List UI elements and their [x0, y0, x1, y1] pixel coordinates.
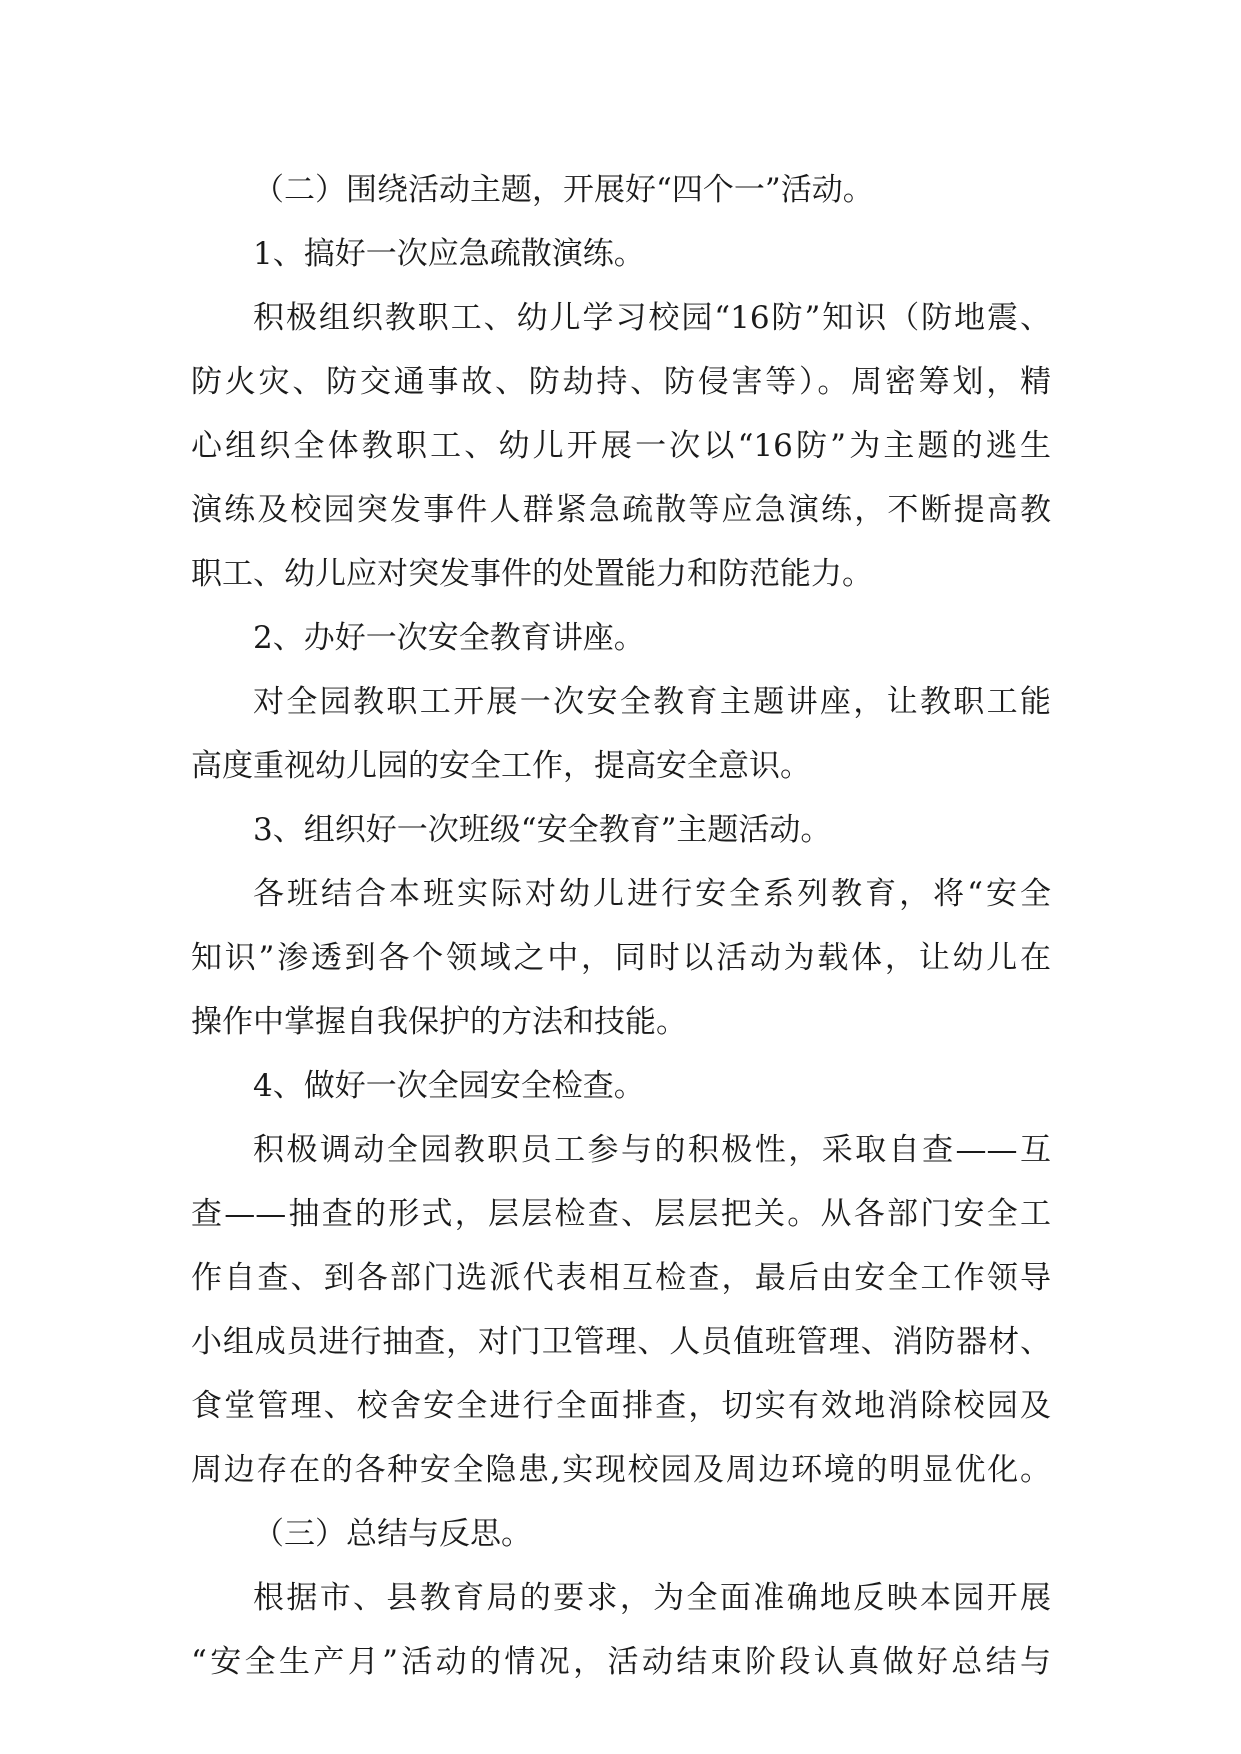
paragraph-line: 周边存在的各种安全隐患,实现校园及周边环境的明显优化。 [191, 1452, 1051, 1488]
item-4-heading: 4、做好一次全园安全检查。 [253, 1068, 645, 1104]
heading-section-2: （二）围绕活动主题，开展好“四个一”活动。 [253, 172, 874, 208]
paragraph-line: 职工、幼儿应对突发事件的处置能力和防范能力。 [191, 556, 873, 592]
paragraph-line: 积极调动全园教职员工参与的积极性，采取自查——互 [253, 1132, 1051, 1168]
paragraph-line: 演练及校园突发事件人群紧急疏散等应急演练，不断提高教 [191, 492, 1051, 528]
paragraph-line: 根据市、县教育局的要求，为全面准确地反映本园开展 [253, 1580, 1051, 1616]
paragraph-line: 防火灾、防交通事故、防劫持、防侵害等）。周密筹划，精 [191, 364, 1051, 400]
paragraph-line: 知识”渗透到各个领域之中，同时以活动为载体，让幼儿在 [191, 940, 1051, 976]
heading-section-3: （三）总结与反思。 [253, 1516, 532, 1552]
item-3-heading: 3、组织好一次班级“安全教育”主题活动。 [253, 812, 832, 848]
paragraph-line: “安全生产月”活动的情况，活动结束阶段认真做好总结与 [191, 1644, 1051, 1680]
paragraph-line: 对全园教职工开展一次安全教育主题讲座，让教职工能 [253, 684, 1051, 720]
document-body [191, 158, 1051, 1694]
paragraph-line: 作自查、到各部门选派代表相互检查，最后由安全工作领导 [191, 1260, 1051, 1296]
paragraph-line: 积极组织教职工、幼儿学习校园“16防”知识（防地震、 [253, 300, 1051, 336]
item-2-heading: 2、办好一次安全教育讲座。 [253, 620, 645, 656]
paragraph-line: 心组织全体教职工、幼儿开展一次以“16防”为主题的逃生 [191, 428, 1051, 464]
paragraph-line: 各班结合本班实际对幼儿进行安全系列教育，将“安全 [253, 876, 1051, 912]
paragraph-line: 操作中掌握自我保护的方法和技能。 [191, 1004, 687, 1040]
paragraph-line: 高度重视幼儿园的安全工作，提高安全意识。 [191, 748, 811, 784]
paragraph-line: 查——抽查的形式，层层检查、层层把关。从各部门安全工 [191, 1196, 1051, 1232]
paragraph-line: 食堂管理、校舍安全进行全面排查，切实有效地消除校园及 [191, 1388, 1051, 1424]
paragraph-line: 小组成员进行抽查，对门卫管理、人员值班管理、消防器材、 [191, 1324, 1051, 1360]
item-1-heading: 1、搞好一次应急疏散演练。 [253, 236, 645, 272]
